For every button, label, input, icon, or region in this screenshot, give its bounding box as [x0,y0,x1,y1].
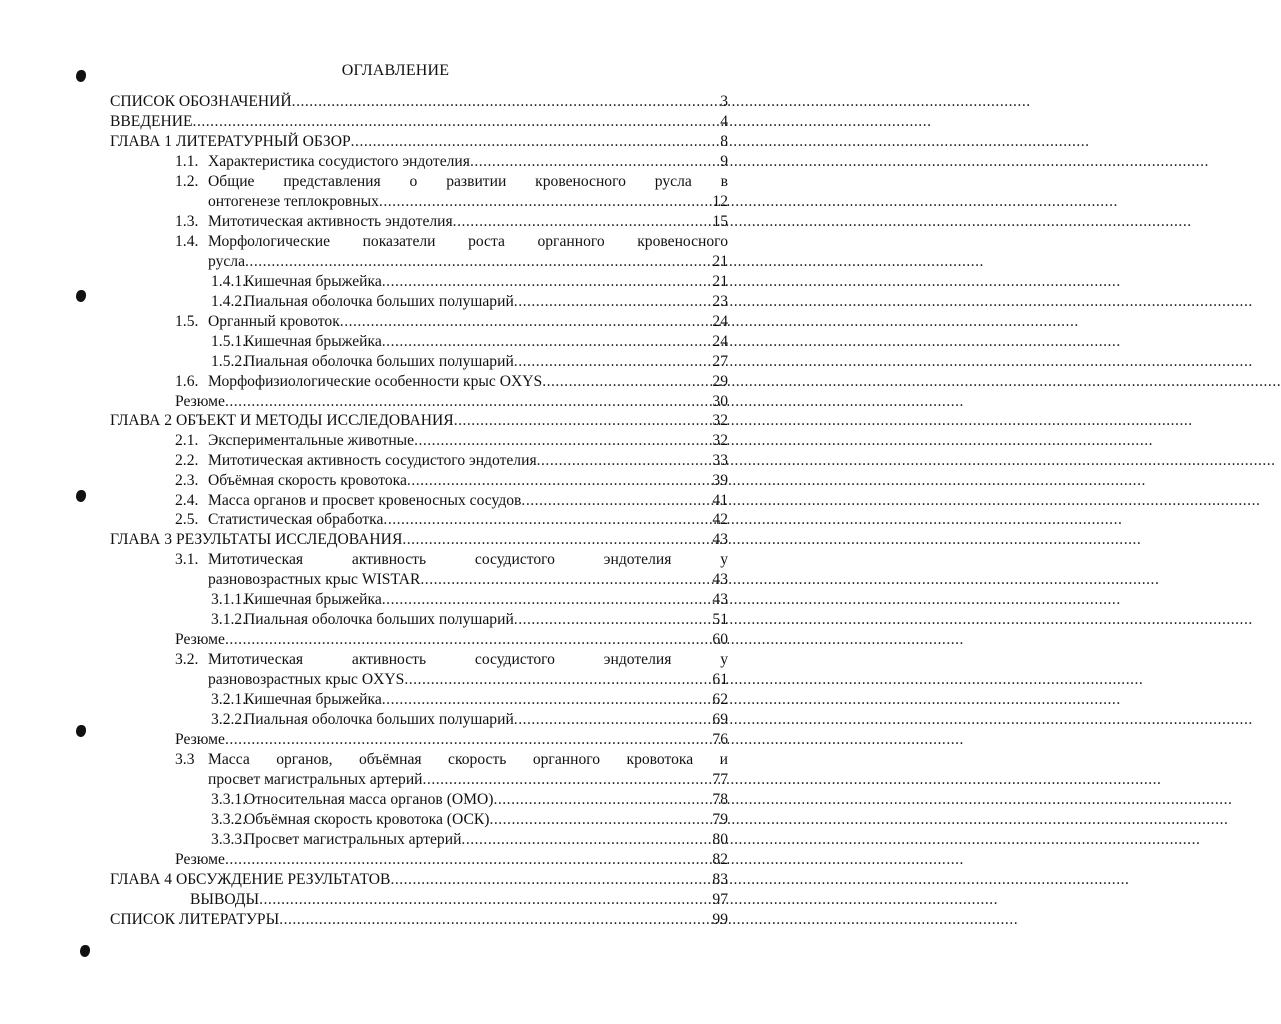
toc-number: 1.5. [175,313,199,330]
toc-label: Просвет магистральных артерий [244,831,462,848]
toc-label: СПИСОК ЛИТЕРАТУРЫ [110,911,280,928]
toc-label: Экспериментальные животные [208,432,415,449]
toc-label: Митотическая активность эндотелия [208,213,453,230]
toc-page-number: 51 [712,611,728,628]
toc-number: 1.1. [175,153,199,170]
toc-page-number: 60 [712,631,728,648]
toc-label: СПИСОК ОБОЗНАЧЕНИЙ [110,93,292,110]
leader-dots [193,112,932,132]
toc-page-number: 82 [712,851,728,868]
toc-entry [175,471,728,491]
toc-entry [211,830,728,850]
leader-dots [537,451,1276,471]
toc-page-number: 24 [712,333,728,350]
leader-dots [514,292,1253,312]
leader-dots [383,510,1122,530]
toc-page-number: 43 [712,571,728,588]
leader-dots [470,152,1209,172]
toc-entry [211,590,728,610]
toc-label: Относительная масса органов (ОМО) [244,791,494,808]
toc-page-number: 76 [712,731,728,748]
leader-dots [407,471,1146,491]
leader-dots [493,790,1232,810]
toc-entry [175,510,728,530]
toc-page-number: 27 [712,353,728,370]
leader-dots [382,272,1121,292]
toc-label: Митотическая активность сосудистого эндотелия у [208,651,728,668]
toc-page-number: 21 [712,253,728,270]
toc-number: 3.3.3. [211,831,247,848]
leader-dots [225,630,964,650]
toc-label: ГЛАВА 4 ОБСУЖДЕНИЕ РЕЗУЛЬТАТОВ [110,871,391,888]
toc-number: 1.5.1. [211,333,247,350]
toc-page-number: 61 [712,671,728,688]
leader-dots [404,670,1143,690]
toc-page-number: 29 [712,373,728,390]
toc-label: ВВЕДЕНИЕ [110,113,193,130]
leader-dots [225,850,964,870]
toc-label: Резюме [175,731,225,748]
toc-page-number: 43 [712,591,728,608]
toc-label: Кишечная брыжейка [244,591,382,608]
toc-entry [175,431,728,451]
toc-label: Органный кровоток [208,313,340,330]
toc-label: Статистическая обработка [208,511,384,528]
toc-number: 2.4. [175,492,199,509]
page-title: ОГЛАВЛЕНИЕ [341,62,450,79]
toc-number: 2.3. [175,472,199,489]
toc-entry [175,232,728,272]
toc-entry [175,630,728,650]
leader-dots [514,352,1253,372]
leader-dots [454,411,1193,431]
toc-page-number: 78 [712,791,728,808]
toc-page-number: 69 [712,711,728,728]
toc-entry [110,92,728,112]
toc-page-number: 4 [720,113,728,130]
toc-entry [110,530,728,550]
toc-number: 2.2. [175,452,199,469]
toc-label: Митотическая активность сосудистого эндотелия [208,452,537,469]
leader-dots [382,332,1121,352]
toc-label-continuation: русла [208,253,246,270]
toc-page-number: 99 [712,911,728,928]
toc-entry [175,850,728,870]
toc-entry [211,790,728,810]
leader-dots [542,372,1281,392]
toc-page-number: 12 [712,193,728,210]
toc-label: Масса органов, объёмная скорость органного кровотока и [208,751,728,768]
toc-page-number: 23 [712,293,728,310]
toc-entry [211,610,728,630]
leader-dots [225,392,964,412]
toc-page-number: 24 [712,313,728,330]
toc-label: Митотическая активность сосудистого эндотелия у [208,551,728,568]
toc-entry [211,272,728,292]
toc-entry [175,172,728,212]
toc-label: Характеристика сосудистого эндотелия [208,153,470,170]
toc-entry [175,152,728,172]
toc-label: Кишечная брыжейка [244,333,382,350]
toc-label: Резюме [175,393,225,410]
toc-entry [110,910,728,930]
toc-entry [175,550,728,590]
toc-entry [211,690,728,710]
toc-page-number: 3 [720,93,728,110]
toc-entry [175,750,728,790]
toc-page-number: 21 [712,273,728,290]
toc-entry [175,312,728,332]
toc-entry [175,730,728,750]
toc-number: 3.3.1. [211,791,247,808]
toc-number: 1.6. [175,373,199,390]
toc-number: 1.4.2. [211,293,247,310]
toc-page-number: 33 [712,452,728,469]
toc-number: 3.1.2. [211,611,247,628]
toc-number: 3.3.2. [211,811,247,828]
leader-dots [259,890,998,910]
toc-number: 3.1. [175,551,199,568]
toc-label: Пиальная оболочка больших полушарий [244,353,514,370]
toc-entry [175,372,728,392]
leader-dots [292,92,1031,112]
leader-dots [382,690,1121,710]
toc-entry [110,870,728,890]
leader-dots [453,212,1192,232]
leader-dots [521,491,1260,511]
leader-dots [423,770,1162,790]
toc-label-continuation: разновозрастных крыс WISTAR [208,571,421,588]
leader-dots [514,610,1253,630]
toc-entry [211,332,728,352]
toc-number: 1.4. [175,233,199,250]
toc-number: 2.5. [175,511,199,528]
leader-dots [402,530,1141,550]
toc-label: Объёмная скорость кровотока (ОСК) [244,811,490,828]
toc-label: ГЛАВА 1 ЛИТЕРАТУРНЫЙ ОБЗОР [110,133,351,150]
toc-page-number: 32 [712,432,728,449]
leader-dots [414,431,1153,451]
toc-number: 1.3. [175,213,199,230]
leader-dots [390,870,1129,890]
toc-entry [175,491,728,511]
toc-entry [110,112,728,132]
toc-number: 1.2. [175,173,199,190]
toc-page-number: 15 [712,213,728,230]
toc-number: 3.2. [175,651,199,668]
toc-number: 1.5.2. [211,353,247,370]
toc-number: 3.3 [175,751,195,768]
toc-entry [175,392,728,412]
toc-page-number: 8 [720,133,728,150]
toc-label: Масса органов и просвет кровеносных сосудов [208,492,522,509]
toc-entry [211,810,728,830]
toc-page-number: 83 [712,871,728,888]
toc-label: Общие представления о развитии кровеносного русла в [208,173,728,190]
toc-label: Морфологические показатели роста органного кровеносного [208,233,728,250]
toc-label: Резюме [175,631,225,648]
leader-dots [245,252,984,272]
toc-label: ГЛАВА 3 РЕЗУЛЬТАТЫ ИССЛЕДОВАНИЯ [110,531,403,548]
toc-label: Морфофизиологические особенности крыс OXYS [208,373,543,390]
toc-label-continuation: разновозрастных крыс OXYS [208,671,405,688]
toc-label: Объёмная скорость кровотока [208,472,407,489]
toc-page-number: 42 [712,511,728,528]
toc-number: 3.2.1. [211,691,247,708]
toc-number: 3.2.2. [211,711,247,728]
toc-entry [211,352,728,372]
leader-dots [489,810,1228,830]
toc-page-number: 39 [712,472,728,489]
toc-number: 2.1. [175,432,199,449]
toc-label: Кишечная брыжейка [244,691,382,708]
leader-dots [461,830,1200,850]
leader-dots [514,710,1253,730]
toc-page-number: 79 [712,811,728,828]
toc-label: Резюме [175,851,225,868]
leader-dots [420,570,1159,590]
toc-label: Пиальная оболочка больших полушарий [244,293,514,310]
toc-entry [211,710,728,730]
toc-entry [175,451,728,471]
leader-dots [340,312,1079,332]
toc-page-number: 77 [712,771,728,788]
toc-page-number: 41 [712,492,728,509]
leader-dots [379,192,1118,212]
toc-page-number: 32 [712,412,728,429]
toc-label: Пиальная оболочка больших полушарий [244,711,514,728]
toc-label: ВЫВОДЫ [190,891,260,908]
toc-entry [190,890,728,910]
toc-entry [175,650,728,690]
leader-dots [225,730,964,750]
toc-label-continuation: онтогенезе теплокровных [208,193,379,210]
toc-number: 3.1.1. [211,591,247,608]
toc-label: ГЛАВА 2 ОБЪЕКТ И МЕТОДЫ ИССЛЕДОВАНИЯ [110,412,454,429]
leader-dots [279,910,1018,930]
leader-dots [382,590,1121,610]
toc-page-number: 43 [712,531,728,548]
toc-page-number: 62 [712,691,728,708]
toc-label: Кишечная брыжейка [244,273,382,290]
toc-entry [175,212,728,232]
toc-page-number: 97 [712,891,728,908]
toc-entry [110,411,728,431]
toc-entry [211,292,728,312]
toc-page-number: 80 [712,831,728,848]
toc-entry [110,132,728,152]
toc-page-number: 30 [712,393,728,410]
toc-page-number: 9 [720,153,728,170]
toc-label-continuation: просвет магистральных артерий [208,771,423,788]
toc-number: 1.4.1. [211,273,247,290]
toc-label: Пиальная оболочка больших полушарий [244,611,514,628]
